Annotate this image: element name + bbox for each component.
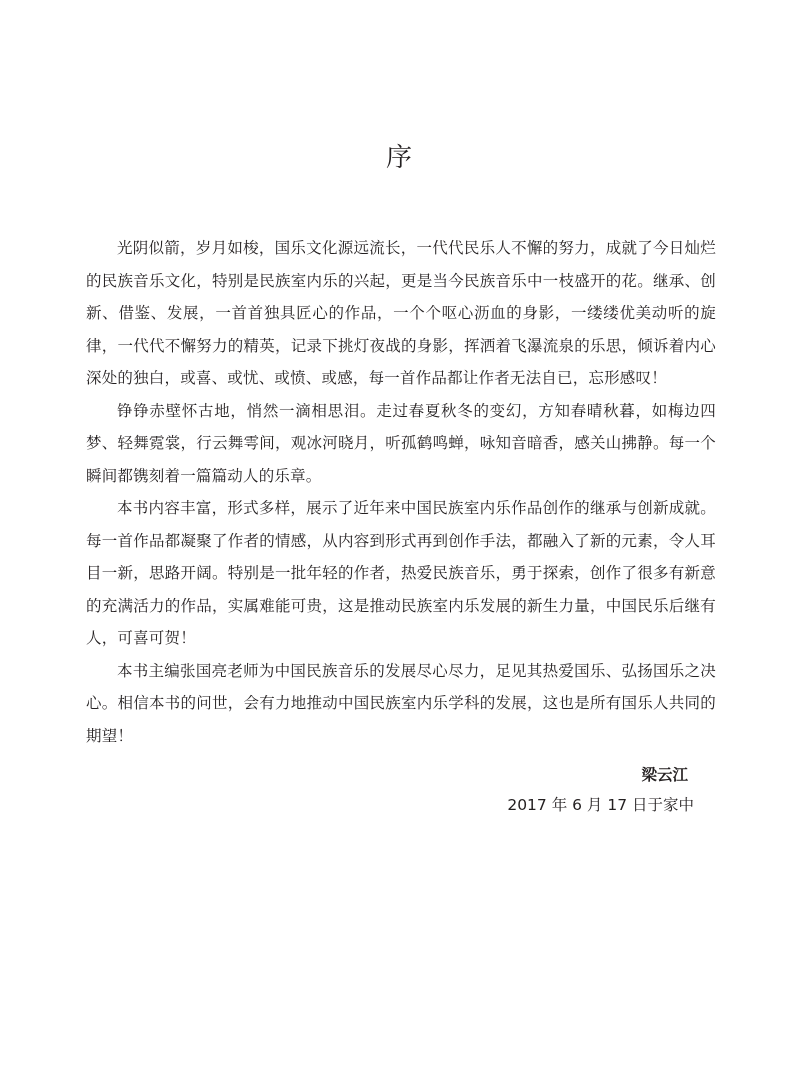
author-name: 梁云江 bbox=[641, 766, 688, 784]
preface-body bbox=[86, 232, 716, 752]
signature-date: 2017 年 6 月 17 日于家中 bbox=[507, 796, 694, 814]
signature-block bbox=[507, 760, 694, 820]
paragraph: 本书主编张国亮老师为中国民族音乐的发展尽心尽力，足见其热爱国乐、弘扬国乐之决心。相信本书的问世，会有力地推动中国民族室内乐学科的发展，这也是所有国乐人共同的期望！ bbox=[86, 661, 716, 745]
page-title: 序 bbox=[385, 143, 414, 173]
paragraph: 铮铮赤壁怀古地，悄然一滴相思泪。走过春夏秋冬的变幻，方知春晴秋暮，如梅边四梦、轻舞霓裳，行云舞雩间，观冰河晓月，听孤鹤鸣蝉，咏知音暗香，感关山拂静。每一个瞬间都镌刻着一篇篇动人的乐章。 bbox=[86, 401, 716, 485]
paragraph: 光阴似箭，岁月如梭，国乐文化源远流长，一代代民乐人不懈的努力，成就了今日灿烂的民族音乐文化，特别是民族室内乐的兴起，更是当今民族音乐中一枝盛开的花。继承、创新、借鉴、发展，一首首独具匠心的作品，一个个呕心沥血的身影，一缕缕优美动听的旋律，一代代不懈努力的精英，记录下挑灯夜战的身影，挥洒着飞瀑流泉的乐思，倾诉着内心深处的独白，或喜、或忧、或愤、或感，每一首作品都让作者无法自已，忘形感叹！ bbox=[86, 239, 716, 387]
paragraph: 本书内容丰富，形式多样，展示了近年来中国民族室内乐作品创作的继承与创新成就。每一首作品都凝聚了作者的情感，从内容到形式再到创作手法，都融入了新的元素，令人耳目一新，思路开阔。特别是一批年轻的作者，热爱民族音乐，勇于探索，创作了很多有新意的充满活力的作品，实属难能可贵，这是推动民族室内乐发展的新生力量，中国民乐后继有人，可喜可贺！ bbox=[86, 499, 716, 647]
